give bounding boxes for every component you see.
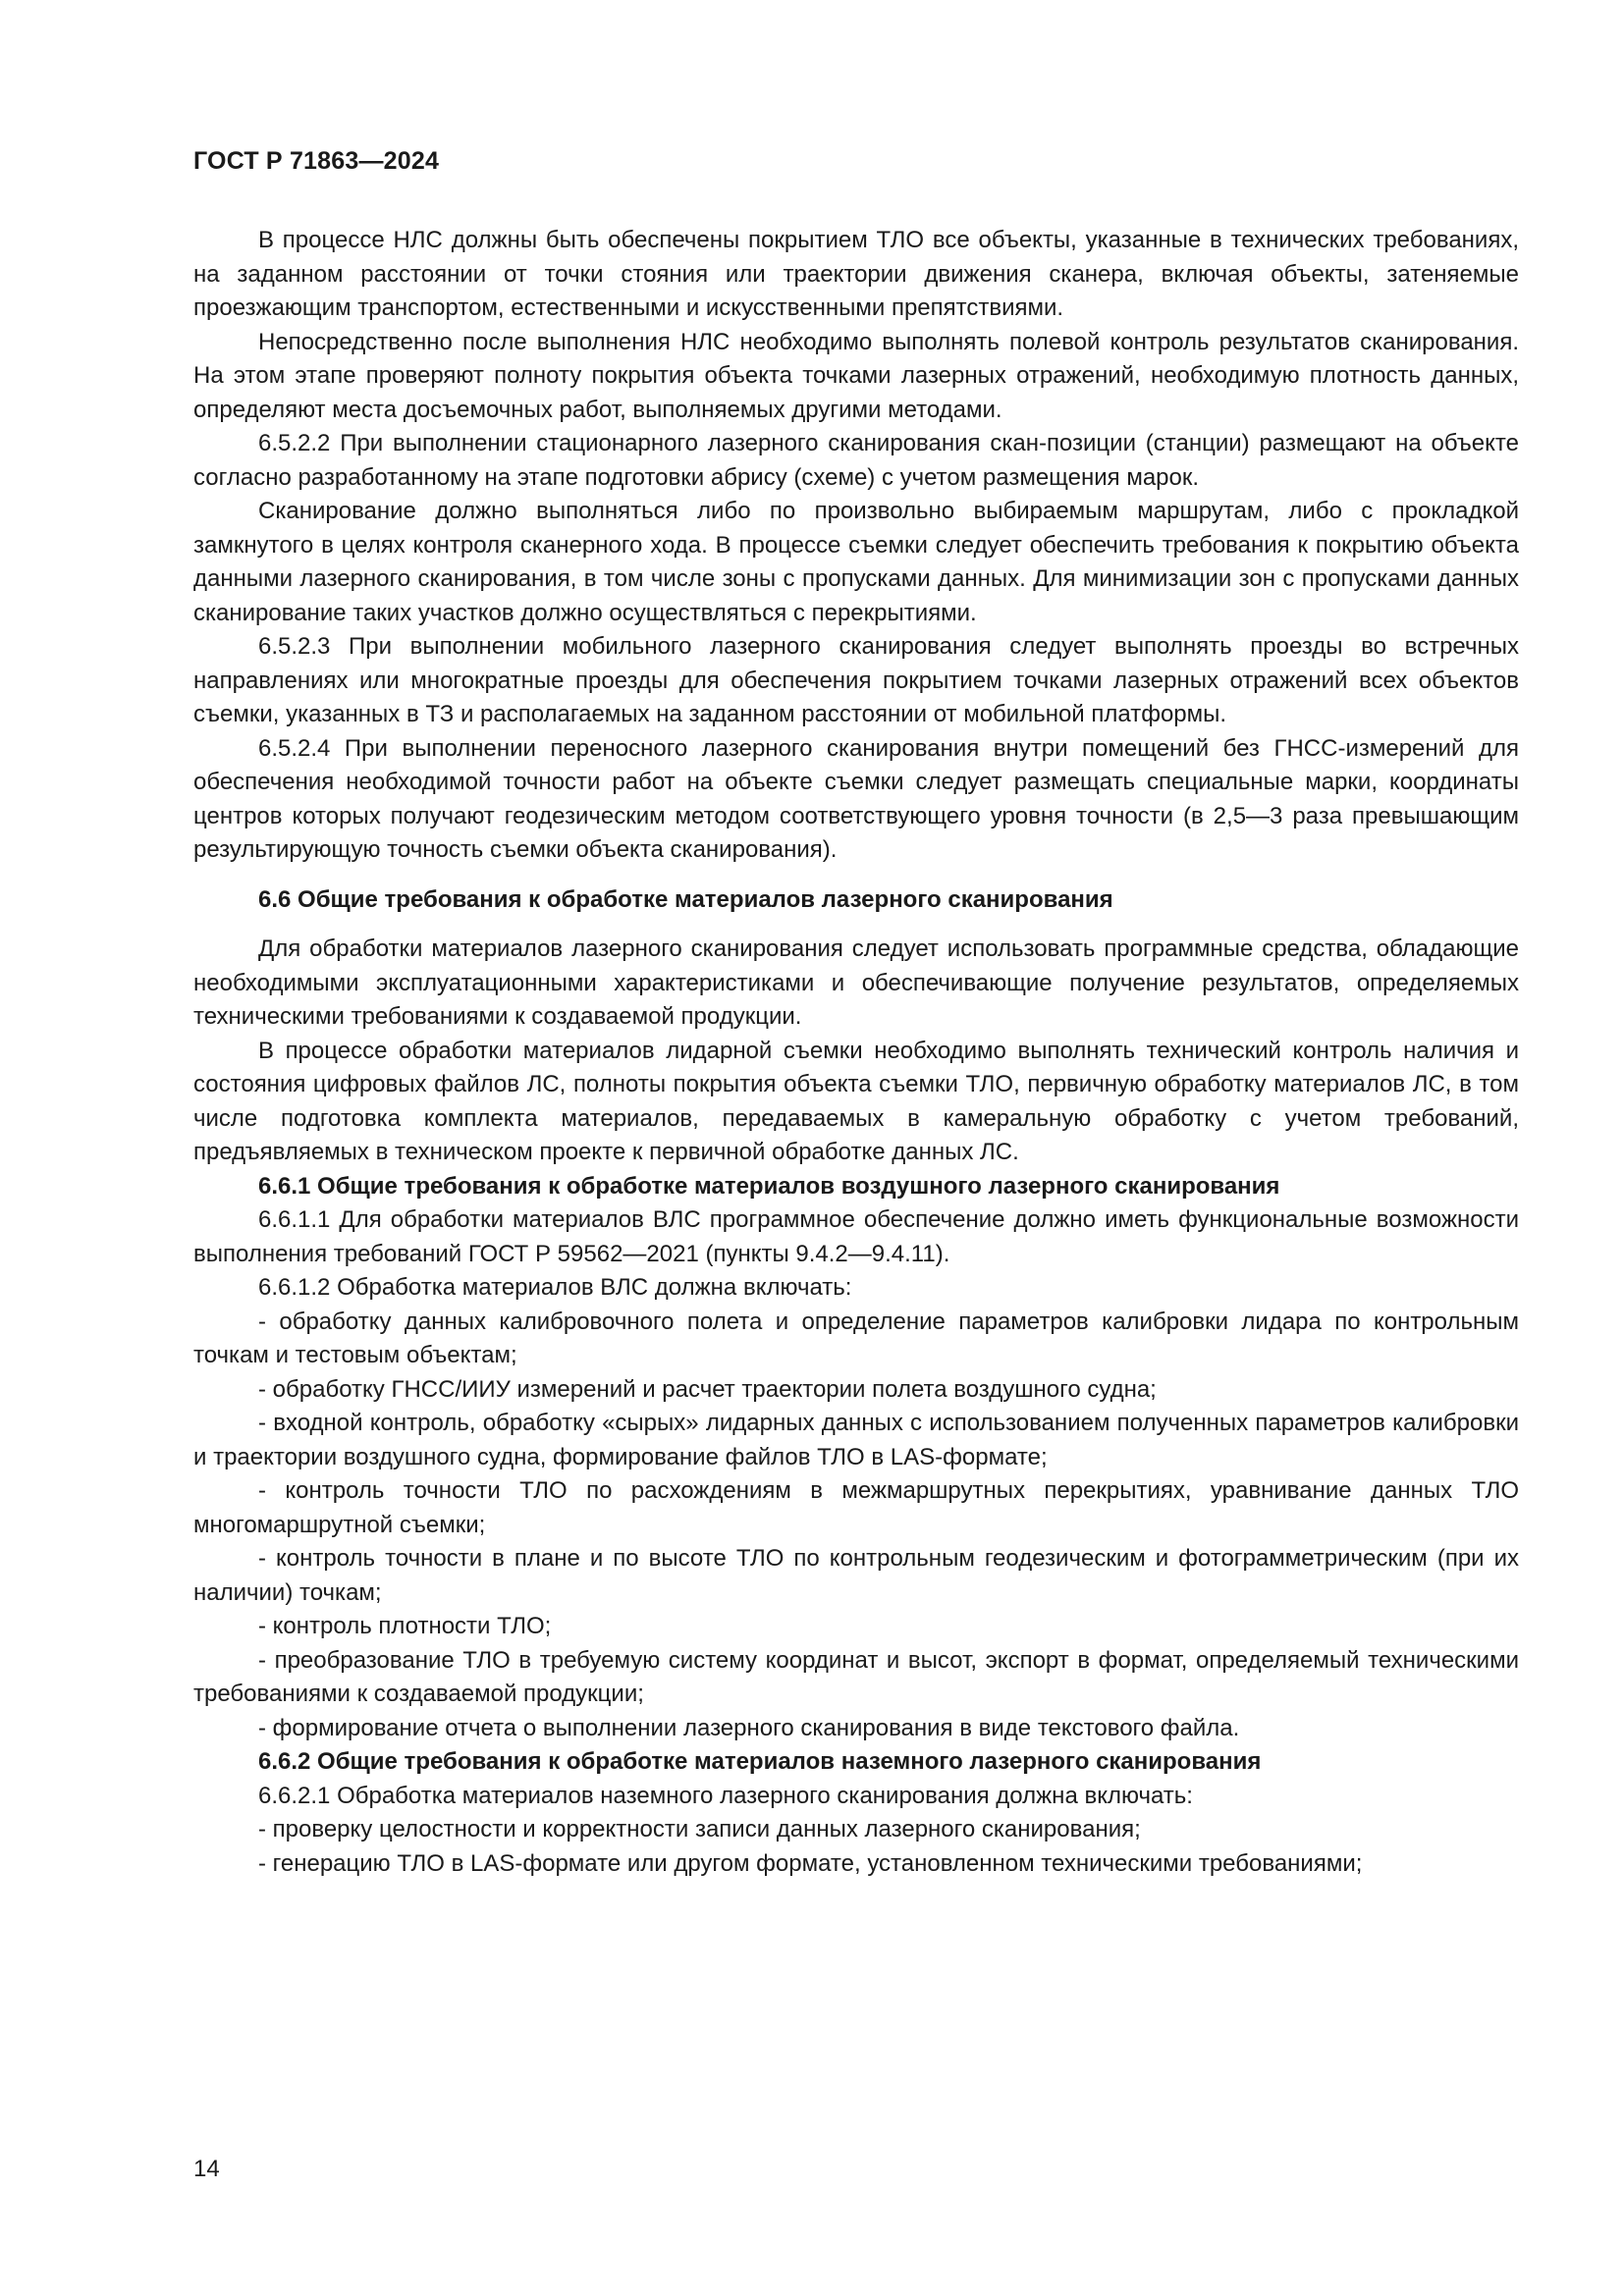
list-item: - преобразование ТЛО в требуемую систему координат и высот, экспорт в формат, определяемый техническими требованиями к создаваемой продукции; [193,1646,1519,1707]
paragraph-6-5-2-3: 6.5.2.3 При выполнении мобильного лазерного сканирования следует выполнять проезды во встречных направлениях или многократные проезды для обеспечения покрытием точками лазерных отражений всех объектов съемки, указанных в ТЗ и располагаемых на заданном расстоянии от мобильной платформы. [193,633,1519,727]
section-heading-6-6-1: 6.6.1 Общие требования к обработке материалов воздушного лазерного сканирования [258,1172,1280,1200]
document-body [193,224,1519,1881]
page-number: 14 [193,2156,220,2182]
paragraph-6-5-2-2: 6.5.2.2 При выполнении стационарного лазерного сканирования скан-позиции (станции) размещают на объекте согласно разработанному на этапе подготовки абрису (схеме) с учетом размещения марок. [193,430,1519,491]
list-item: - входной контроль, обработку «сырых» лидарных данных с использованием полученных параметров калибровки и траектории воздушного судна, формирование файлов ТЛО в LAS-формате; [193,1410,1519,1470]
paragraph: Непосредственно после выполнения НЛС необходимо выполнять полевой контроль результатов сканирования. На этом этапе проверяют полноту покрытия объекта точками лазерных отражений, необходимую плотность данных, определяют места досъемочных работ, выполняемых другими методами. [193,328,1519,423]
list-item: - генерацию ТЛО в LAS-формате или другом формате, установленном техническими требованиями; [258,1849,1363,1877]
list-item: - контроль точности ТЛО по расхождениям в межмаршрутных перекрытиях, уравнивание данных ТЛО многомаршрутной съемки; [193,1477,1519,1538]
list-item: - обработку данных калибровочного полета и определение параметров калибровки лидара по контрольным точкам и тестовым объектам; [193,1308,1519,1368]
list-item: - обработку ГНСС/ИИУ измерений и расчет траектории полета воздушного судна; [258,1375,1157,1403]
list-item: - проверку целостности и корректности записи данных лазерного сканирования; [258,1816,1141,1842]
paragraph-6-6-1-2: 6.6.1.2 Обработка материалов ВЛС должна включать: [258,1274,852,1301]
list-item: - контроль плотности ТЛО; [258,1613,552,1639]
paragraph: В процессе обработки материалов лидарной съемки необходимо выполнять технический контроль наличия и состояния цифровых файлов ЛС, полноты покрытия объекта съемки ТЛО, первичную обработку материалов ЛС, в том числе подготовка комплекта материалов, передаваемых в камеральную обработку с учетом требований, предъявляемых в техническом проекте к первичной обработке данных ЛС. [193,1037,1519,1165]
list-item: - формирование отчета о выполнении лазерного сканирования в виде текстового файла. [258,1714,1240,1741]
section-heading-6-6-2: 6.6.2 Общие требования к обработке материалов наземного лазерного сканирования [258,1748,1262,1775]
paragraph: Для обработки материалов лазерного сканирования следует использовать программные средства, обладающие необходимыми эксплуатационными характеристиками и обеспечивающие получение результатов, определяемых техническими требованиями к создаваемой продукции. [193,935,1519,1030]
list-item: - контроль точности в плане и по высоте ТЛО по контрольным геодезическим и фотограмметрическим (при их наличии) точкам; [193,1545,1519,1606]
paragraph-6-6-2-1: 6.6.2.1 Обработка материалов наземного лазерного сканирования должна включать: [258,1782,1193,1809]
paragraph: Сканирование должно выполняться либо по произвольно выбираемым маршрутам, либо с прокладкой замкнутого в целях контроля сканерного хода. В процессе съемки следует обеспечить требования к покрытию объекта данными лазерного сканирования, в том числе зоны с пропусками данных. Для минимизации зон с пропусками данных сканирование таких участков должно осуществляться с перекрытиями. [193,498,1519,626]
document-header: ГОСТ Р 71863—2024 [193,147,440,175]
paragraph-6-6-1-1: 6.6.1.1 Для обработки материалов ВЛС программное обеспечение должно иметь функциональные возможности выполнения требований ГОСТ Р 59562—2021 (пункты 9.4.2—9.4.11). [193,1206,1519,1267]
section-heading-6-6: 6.6 Общие требования к обработке материалов лазерного сканирования [258,885,1113,913]
paragraph-6-5-2-4: 6.5.2.4 При выполнении переносного лазерного сканирования внутри помещений без ГНСС-измерений для обеспечения необходимой точности работ на объекте съемки следует размещать специальные марки, координаты центров которых получают геодезическим методом соответствующего уровня точности (в 2,5—3 раза превышающим результирующую точность съемки объекта сканирования). [193,734,1519,863]
paragraph: В процессе НЛС должны быть обеспечены покрытием ТЛО все объекты, указанные в технических требованиях, на заданном расстоянии от точки стояния или траектории движения сканера, включая объекты, затеняемые проезжающим транспортом, естественными и искусственными препятствиями. [193,227,1519,321]
